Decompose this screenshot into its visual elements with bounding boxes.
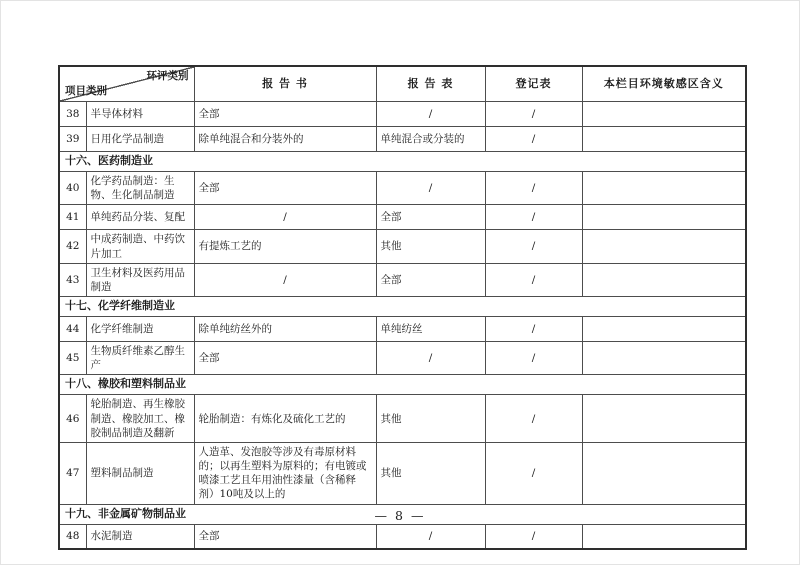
sensitive-area-cell (582, 127, 746, 152)
registration-form-cell: / (485, 127, 582, 152)
registration-form-cell: / (485, 263, 582, 296)
section-header-row (59, 297, 746, 317)
classification-table (58, 65, 747, 550)
report-book-cell: 除单纯纺丝外的 (194, 317, 376, 342)
table-row (59, 102, 746, 127)
sensitive-area-cell (582, 524, 746, 549)
project-category-cell: 中成药制造、中药饮片加工 (86, 230, 194, 263)
sensitive-area-cell (582, 205, 746, 230)
report-form-cell: / (376, 342, 485, 375)
registration-form-cell: / (485, 102, 582, 127)
report-book-cell: 全部 (194, 524, 376, 549)
table-row (59, 172, 746, 205)
table-row (59, 205, 746, 230)
page-number: — 8 — (374, 508, 426, 523)
table-row (59, 442, 746, 504)
table-row (59, 127, 746, 152)
section-header-row (59, 375, 746, 395)
row-number-cell: 47 (59, 442, 86, 504)
sensitive-area-cell (582, 230, 746, 263)
report-form-cell: / (376, 172, 485, 205)
row-number-cell: 42 (59, 230, 86, 263)
section-header-row (59, 152, 746, 172)
section-header-cell: 十六、医药制造业 (59, 152, 746, 172)
report-form-cell: 全部 (376, 263, 485, 296)
col-header-report-form: 报 告 表 (376, 66, 485, 102)
table-row (59, 317, 746, 342)
section-header-cell: 十七、化学纤维制造业 (59, 297, 746, 317)
registration-form-cell: / (485, 205, 582, 230)
project-category-cell: 半导体材料 (86, 102, 194, 127)
registration-form-cell: / (485, 442, 582, 504)
row-number-cell: 38 (59, 102, 86, 127)
registration-form-cell: / (485, 317, 582, 342)
registration-form-cell: / (485, 395, 582, 443)
project-category-cell: 水泥制造 (86, 524, 194, 549)
project-category-cell: 化学药品制造：生物、生化制品制造 (86, 172, 194, 205)
col-header-sensitive-meaning: 本栏目环境敏感区含义 (582, 66, 746, 102)
section-header-cell: 十九、非金属矿物制品业 (59, 504, 746, 524)
project-category-cell: 化学纤维制造 (86, 317, 194, 342)
header-label-eia-category: 环评类别 (146, 70, 189, 82)
header-label-project-category: 项目类别 (65, 84, 107, 97)
registration-form-cell: / (485, 342, 582, 375)
report-form-cell: 其他 (376, 230, 485, 263)
report-form-cell: / (376, 102, 485, 127)
sensitive-area-cell (582, 395, 746, 443)
row-number-cell: 41 (59, 205, 86, 230)
sensitive-area-cell (582, 342, 746, 375)
table-row (59, 342, 746, 375)
report-book-cell: 全部 (194, 102, 376, 127)
project-category-cell: 生物质纤维素乙醇生产 (86, 342, 194, 375)
table-row (59, 395, 746, 443)
project-category-cell: 单纯药品分装、复配 (86, 205, 194, 230)
report-book-cell: 全部 (194, 342, 376, 375)
sensitive-area-cell (582, 317, 746, 342)
row-number-cell: 45 (59, 342, 86, 375)
report-book-cell: 人造革、发泡胶等涉及有毒原材料的；以再生塑料为原料的；有电镀或喷漆工艺且年用油性漆量（含稀释剂）10吨及以上的 (194, 442, 376, 504)
row-number-cell: 43 (59, 263, 86, 296)
row-number-cell: 39 (59, 127, 86, 152)
project-category-cell: 轮胎制造、再生橡胶制造、橡胶加工、橡胶制品制造及翻新 (86, 395, 194, 443)
report-book-cell: 除单纯混合和分装外的 (194, 127, 376, 152)
report-form-cell: 单纯纺丝 (376, 317, 485, 342)
sensitive-area-cell (582, 442, 746, 504)
report-book-cell: / (194, 205, 376, 230)
registration-form-cell: / (485, 230, 582, 263)
report-book-cell: 轮胎制造：有炼化及硫化工艺的 (194, 395, 376, 443)
table-row (59, 263, 746, 296)
report-book-cell: 全部 (194, 172, 376, 205)
project-category-cell: 卫生材料及医药用品制造 (86, 263, 194, 296)
table-header-row (59, 66, 746, 102)
col-header-registration-form: 登记表 (485, 66, 582, 102)
report-book-cell: / (194, 263, 376, 296)
sensitive-area-cell (582, 263, 746, 296)
section-header-cell: 十八、橡胶和塑料制品业 (59, 375, 746, 395)
report-form-cell: 单纯混合或分装的 (376, 127, 485, 152)
diagonal-header-cell (59, 66, 194, 102)
row-number-cell: 48 (59, 524, 86, 549)
sensitive-area-cell (582, 102, 746, 127)
report-form-cell: / (376, 524, 485, 549)
sensitive-area-cell (582, 172, 746, 205)
row-number-cell: 40 (59, 172, 86, 205)
table-row (59, 230, 746, 263)
table-row (59, 524, 746, 549)
row-number-cell: 46 (59, 395, 86, 443)
col-header-report-book: 报 告 书 (194, 66, 376, 102)
report-form-cell: 其他 (376, 442, 485, 504)
registration-form-cell: / (485, 172, 582, 205)
project-category-cell: 塑料制品制造 (86, 442, 194, 504)
report-form-cell: 全部 (376, 205, 485, 230)
report-form-cell: 其他 (376, 395, 485, 443)
report-book-cell: 有提炼工艺的 (194, 230, 376, 263)
project-category-cell: 日用化学品制造 (86, 127, 194, 152)
row-number-cell: 44 (59, 317, 86, 342)
registration-form-cell: / (485, 524, 582, 549)
